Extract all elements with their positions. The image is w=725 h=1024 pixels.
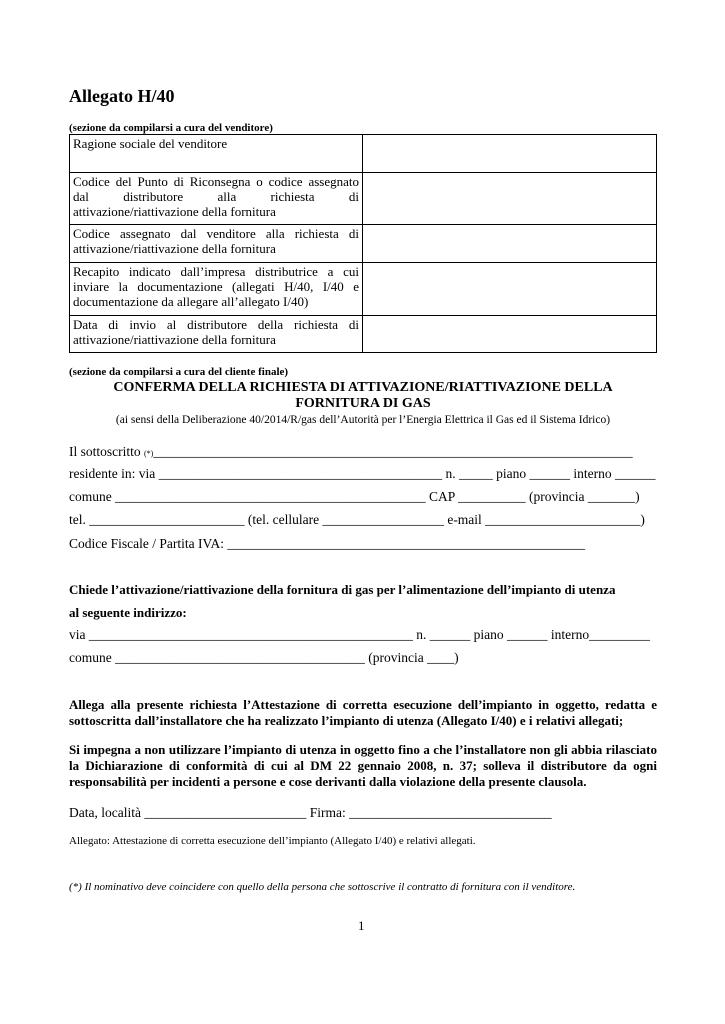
phone-email-line[interactable]: tel. _______________________ (tel. cellulare __________________ e-mail _______________________) [69,512,645,527]
send-date-label: Data di invio al distributore della richiesta di attivazione/riattivazione della fornitura [70,316,363,353]
table-row [70,173,657,225]
request-line1: Chiede l’attivazione/riattivazione della fornitura di gas per l’alimentazione dell’impianto di utenza [69,582,616,597]
signature-line[interactable]: Data, località ________________________ Firma: ______________________________ [69,805,552,820]
seller-code-label: Codice assegnato dal venditore alla richiesta di attivazione/riattivazione della fornitura [70,225,363,263]
table-row [70,316,657,353]
client-section-caption: (sezione da compilarsi a cura del cliente finale) [69,366,289,378]
comune-line[interactable]: comune ______________________________________________ CAP __________ (provincia _______) [69,489,640,504]
page-number: 1 [358,918,365,933]
seller-code-value[interactable] [363,225,657,263]
table-row [70,263,657,316]
send-date-value[interactable] [363,316,657,353]
table-row [70,225,657,263]
request-line2: al seguente indirizzo: [69,605,187,620]
seller-info-table [69,134,657,353]
table-row [70,135,657,173]
signatory-line[interactable] [69,444,633,460]
confirmation-heading-line1: CONFERMA DELLA RICHIESTA DI ATTIVAZIONE/RIATTIVAZIONE DELLA [113,380,613,395]
footnote: (*) Il nominativo deve coincidere con quello della persona che sottoscrive il contratto di fornitura con il venditore. [69,881,576,893]
pdr-code-value[interactable] [363,173,657,225]
attachment-paragraph: Allega alla presente richiesta l’Attestazione di corretta esecuzione dell’impianto in oggetto, redatta e sottoscritta dall’installatore che ha realizzato l’impianto di utenza (Allegato I/40) e i relativi allegati; [69,697,657,728]
signatory-label: Il sottoscritto [69,444,141,459]
distributor-address-label: Recapito indicato dall’impresa distributrice a cui inviare la documentazione (allegati H/40, I/40 e documentazione da allegare all’allegato I/40) [70,263,363,316]
confirmation-heading-line2: FORNITURA DI GAS [295,396,431,411]
seller-name-value[interactable] [363,135,657,173]
tax-code-line[interactable]: Codice Fiscale / Partita IVA: _____________________________________________________ [69,536,586,551]
supply-address-via-line[interactable]: via ________________________________________________ n. ______ piano ______ interno_________ [69,627,650,642]
distributor-address-value[interactable] [363,263,657,316]
signatory-field[interactable]: _______________________________________________________________________ [153,444,633,459]
attachment-note: Allegato: Attestazione di corretta esecuzione dell’impianto (Allegato I/40) e relativi allegati. [69,835,476,847]
document-title: Allegato H/40 [69,86,175,106]
residence-line[interactable]: residente in: via __________________________________________ n. _____ piano ______ interno ______ [69,466,656,481]
pdr-code-label: Codice del Punto di Riconsegna o codice assegnato dal distributore alla richiesta di attivazione/riattivazione della fornitura [70,173,363,225]
seller-name-label: Ragione sociale del venditore [70,135,363,173]
supply-address-comune-line[interactable]: comune _____________________________________ (provincia ____) [69,650,459,665]
confirmation-subheading: (ai sensi della Deliberazione 40/2014/R/gas dell’Autorità per l’Energia Elettrica il Gas ed il Sistema Idrico) [115,414,611,426]
footnote-marker: (*) [144,449,154,458]
seller-section-caption: (sezione da compilarsi a cura del venditore) [69,122,273,134]
commitment-paragraph: Si impegna a non utilizzare l’impianto di utenza in oggetto fino a che l’installatore non gli abbia rilasciato la Dichiarazione di conformità di cui al DM 22 gennaio 2008, n. 37; solleva il distributore da ogni responsabilità per incidenti a persone e cose derivanti dalla violazione della presente clausola. [69,742,657,789]
